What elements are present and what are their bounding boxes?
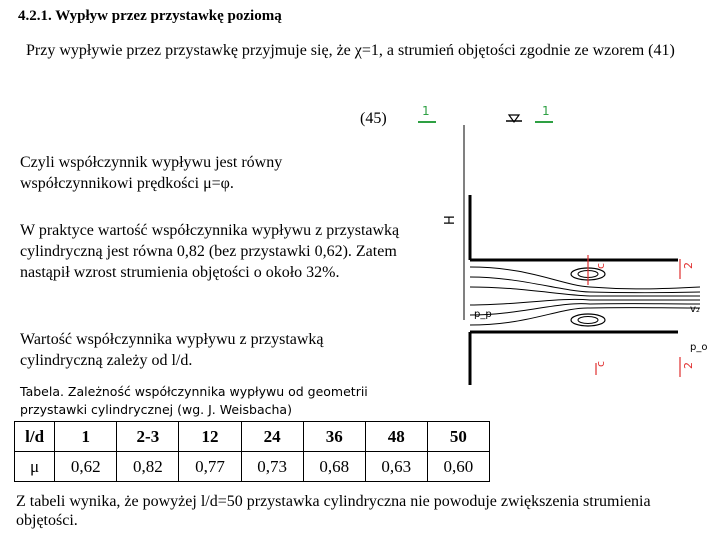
table-cell: μ (15, 452, 55, 482)
table-cell: 0,82 (117, 452, 179, 482)
table-cell: 0,60 (427, 452, 489, 482)
pressure-inside-label: p_p (474, 309, 492, 320)
table-cell: 0,73 (241, 452, 303, 482)
section-c-top-label: c (594, 262, 607, 269)
table-row-mu (15, 452, 490, 482)
coefficient-paragraph: Czyli współczynnik wypływu jest równy współczynnikowi prędkości μ=φ. (20, 154, 283, 192)
table-cell: 24 (241, 422, 303, 452)
table-cell: 0,77 (179, 452, 241, 482)
table-cell: 12 (179, 422, 241, 452)
table-cell: 1 (55, 422, 117, 452)
table-cell: 0,63 (365, 452, 427, 482)
dependence-paragraph: Wartość współczynnika wypływu z przystawką cylindryczną zależy od l/d. (20, 331, 324, 369)
height-label: H (443, 215, 458, 225)
section-title: 4.2.1. Wypływ przez przystawkę poziomą (18, 8, 282, 24)
table-cell: 2-3 (117, 422, 179, 452)
nozzle-diagram (410, 95, 710, 395)
equation-reference: (45) (360, 110, 387, 127)
section1-right-label: 1 (542, 104, 550, 118)
conclusion-paragraph: Z tabeli wynika, że powyżej l/d=50 przystawka cylindryczna nie powoduje zwiększenia strumienia objętości. (16, 493, 651, 529)
lower-vortex (571, 314, 605, 326)
section-c-bottom-label: c (594, 360, 607, 367)
table-cell: 48 (365, 422, 427, 452)
velocity-out-label: v₂ (690, 304, 700, 315)
table-cell: 36 (303, 422, 365, 452)
section1-left-label: 1 (422, 104, 430, 118)
table-cell: 0,62 (55, 452, 117, 482)
table-cell: 50 (427, 422, 489, 452)
section2-bottom-label: 2 (682, 362, 695, 369)
practice-paragraph: W praktyce wartość współczynnika wypływu z przystawką cylindryczną jest równa 0,82 (bez przystawki 0,62). Zatem nastąpił wzrost strumienia objętości o około 32%. (20, 222, 400, 281)
table-row-ld (15, 422, 490, 452)
lower-vortex-inner (578, 317, 598, 324)
intro-paragraph: Przy wypływie przez przystawkę przyjmuje się, że χ=1, a strumień objętości zgodnie ze wzorem (41) (26, 42, 675, 59)
coefficient-table (14, 421, 490, 482)
table-cell: l/d (15, 422, 55, 452)
table-caption: Tabela. Zależność współczynnika wypływu od geometrii przystawki cylindrycznej (wg. J. Weisbacha) (20, 384, 368, 417)
section2-top-label: 2 (682, 262, 695, 269)
pressure-out-label: p_o (690, 342, 708, 353)
table-cell: 0,68 (303, 452, 365, 482)
